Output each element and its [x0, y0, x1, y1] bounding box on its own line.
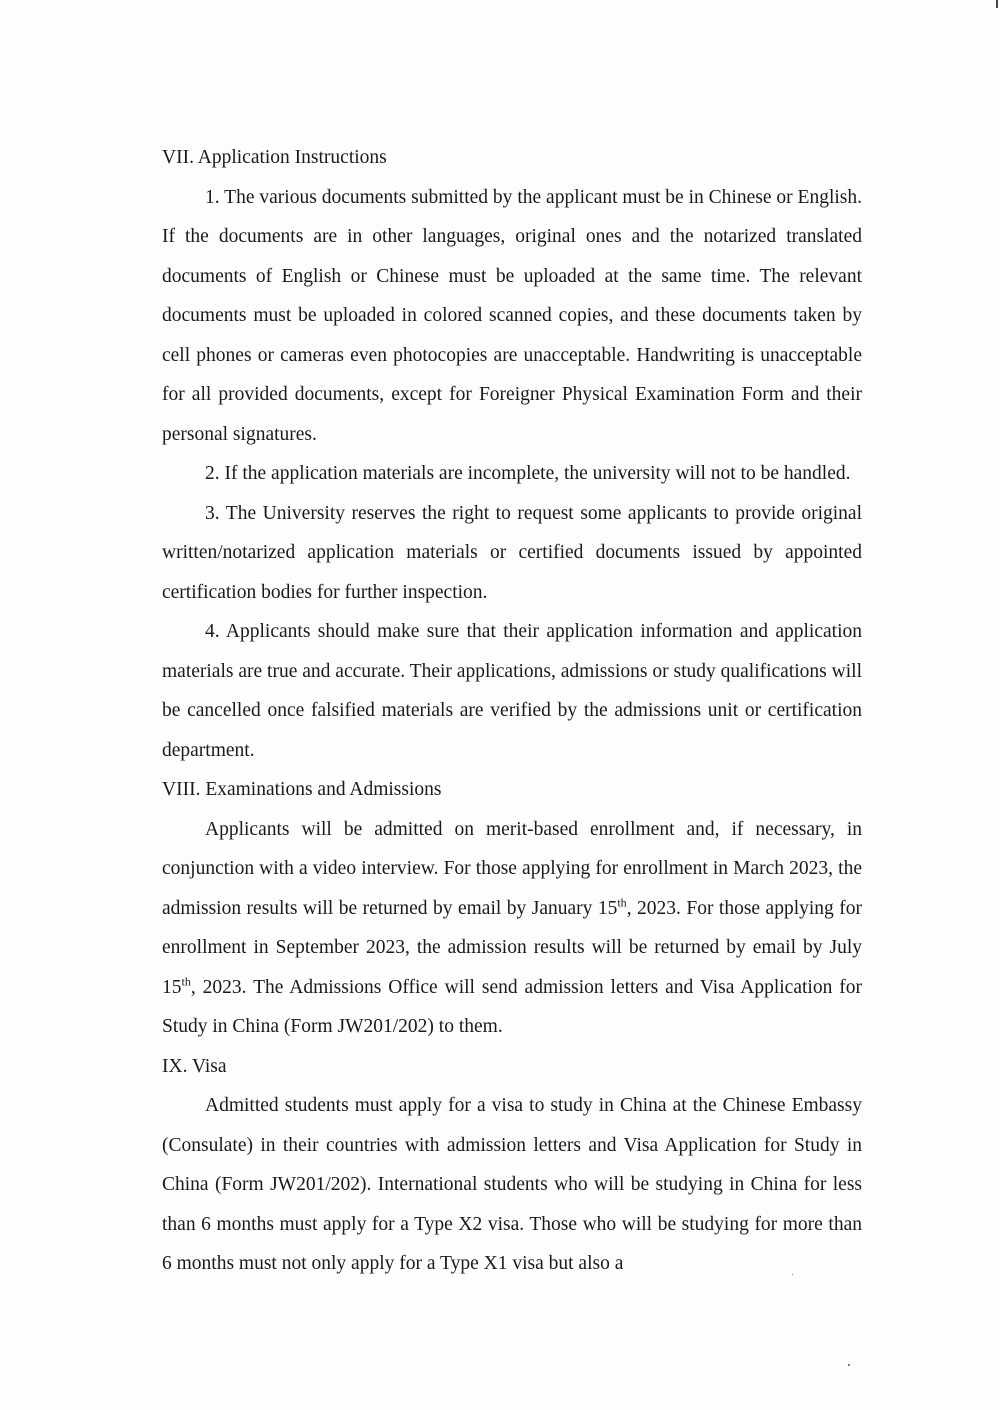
scan-edge-mark — [996, 0, 998, 8]
paragraph-documents-language: 1. The various documents submitted by the applicant must be in Chinese or English. If the documents are in other languages, original ones and the notarized translated documents of English or Chinese must be uploaded at the same time. The relevant documents must be uploaded in colored scanned copies, and these documents taken by cell phones or cameras even photocopies are unacceptable. Handwriting is unacceptable for all provided documents, except for Foreigner Physical Examination Form and their personal signatures. — [162, 186, 862, 445]
paragraph-visa-application: Admitted students must apply for a visa to study in China at the Chinese Embassy (Consulate) in their countries with admission letters and Visa Application for Study in China (Form JW201/202). International students who will be studying in China for less than 6 months must apply for a Type X2 visa. Those who will be studying for more than 6 months must not only apply for a Type X1 visa but also a — [162, 1095, 862, 1274]
section-heading-examinations-admissions: VIII. Examinations and Admissions — [162, 779, 442, 800]
paragraph-true-accurate-materials: 4. Applicants should make sure that their application information and application materials are true and accurate. Their applications, admissions or study qualifications will be cancelled once falsified materials are verified by the admissions unit or certification department. — [162, 621, 862, 761]
scan-speck — [792, 1274, 793, 1275]
document-body — [162, 138, 862, 1284]
scan-speck — [848, 1364, 850, 1366]
section-heading-visa: IX. Visa — [162, 1055, 227, 1077]
paragraph-incomplete-materials: 2. If the application materials are incomplete, the university will not to be handled. — [205, 463, 851, 484]
paragraph-admission-results: Applicants will be admitted on merit-based enrollment and, if necessary, in conjunction with a video interview. For those applying for enrollment in March 2023, the admission results will be returned by email by January 15th, 2023. For those applying for enrollment in September 2023, the admission results will be returned by email by July 15th, 2023. The Admissions Office will send admission letters and Visa Application for Study in China (Form JW201/202) to them. — [162, 818, 862, 1037]
section-heading-application-instructions: VII. Application Instructions — [162, 147, 387, 168]
paragraph-original-materials-request: 3. The University reserves the right to request some applicants to provide original written/notarized application materials or certified documents issued by appointed certification bodies for further inspection. — [162, 502, 862, 603]
